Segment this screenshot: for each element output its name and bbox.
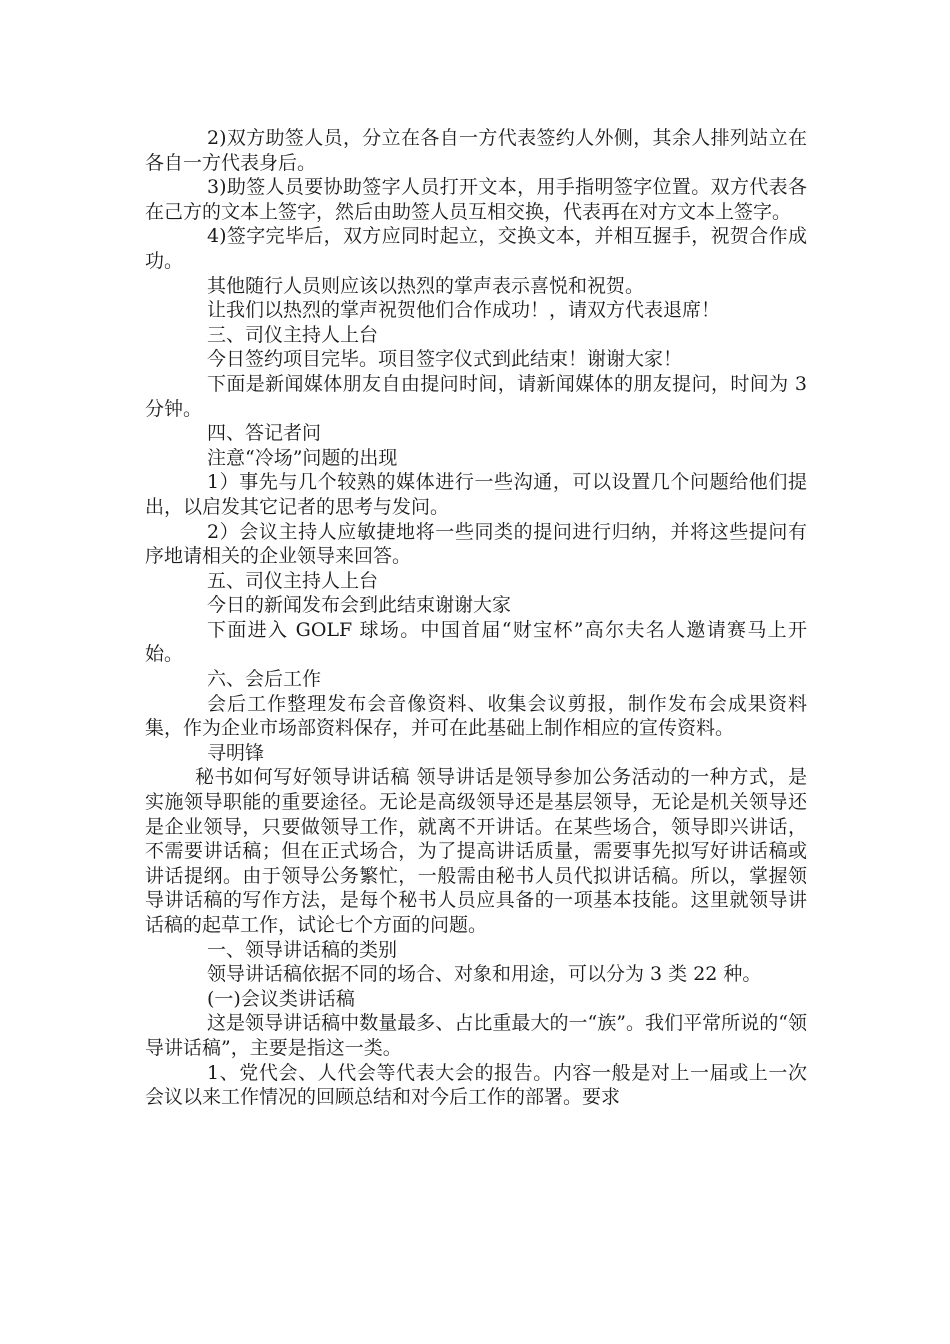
section-heading: 三、司仪主持人上台 [207,323,379,346]
paragraph: 注意“冷场”问题的出现 [207,446,398,469]
section-heading: 六、会后工作 [207,668,322,691]
paragraph: 让我们以热烈的掌声祝贺他们合作成功！，请双方代表退席！ [207,299,721,322]
paragraph: 2）会议主持人应敏捷地将一些同类的提问进行归纳，并将这些提问有序地请相关的企业领导来回答。 [145,520,807,568]
paragraph: 领导讲话稿依据不同的场合、对象和用途，可以分为 3 类 22 种。 [207,963,762,986]
paragraph: 秘书如何写好领导讲话稿 领导讲话是领导参加公务活动的一种方式，是实施领导职能的重要途径。无论是高级领导还是基层领导，无论是机关领导还是企业领导，只要做领导工作，就离不开讲话。在某些场合，领导即兴讲话，不需要讲话稿；但在正式场合，为了提高讲话质量，需要事先拟写好讲话稿或讲话提纲。由于领导公务繁忙，一般需由秘书人员代拟讲话稿。所以，掌握领导讲话稿的写作方法，是每个秘书人员应具备的一项基本技能。这里就领导讲话稿的起草工作，试论七个方面的问题。 [145,766,807,936]
section-heading: 一、领导讲话稿的类别 [207,938,398,961]
author-name: 寻明锋 [207,741,265,764]
paragraph: 今日的新闻发布会到此结束谢谢大家 [207,594,512,617]
paragraph: 下面进入 GOLF 球场。中国首届“财宝杯”高尔夫名人邀请赛马上开始。 [145,618,807,666]
subsection-heading: (一)会议类讲话稿 [207,987,355,1010]
paragraph: 会后工作整理发布会音像资料、收集会议剪报，制作发布会成果资料集，作为企业市场部资料保存，并可在此基础上制作相应的宣传资料。 [145,692,807,740]
paragraph: 这是领导讲话稿中数量最多、占比重最大的一“族”。我们平常所说的“领导讲话稿”，主要是指这一类。 [145,1012,807,1059]
section-heading: 四、答记者问 [207,422,322,445]
paragraph: 3)助签人员要协助签字人员打开文本，用手指明签字位置。双方代表各在己方的文本上签字，然后由助签人员互相交换，代表再在对方文本上签字。 [145,176,807,223]
paragraph: 1、党代会、人代会等代表大会的报告。内容一般是对上一届或上一次会议以来工作情况的回顾总结和对今后工作的部署。要求 [145,1061,807,1109]
document-body [145,126,807,1110]
paragraph: 下面是新闻媒体朋友自由提问时间，请新闻媒体的朋友提问，时间为 3 分钟。 [145,372,807,420]
section-heading: 五、司仪主持人上台 [207,569,379,592]
paragraph: 2)双方助签人员，分立在各自一方代表签约人外侧，其余人排列站立在各自一方代表身后。 [145,127,807,174]
paragraph: 4)签字完毕后，双方应同时起立，交换文本，并相互握手，祝贺合作成功。 [145,225,807,272]
paragraph: 其他随行人员则应该以热烈的掌声表示喜悦和祝贺。 [207,274,645,297]
paragraph: 1）事先与几个较熟的媒体进行一些沟通，可以设置几个问题给他们提出，以启发其它记者的思考与发问。 [145,471,807,518]
paragraph: 今日签约项目完毕。项目签字仪式到此结束！谢谢大家！ [207,348,683,371]
